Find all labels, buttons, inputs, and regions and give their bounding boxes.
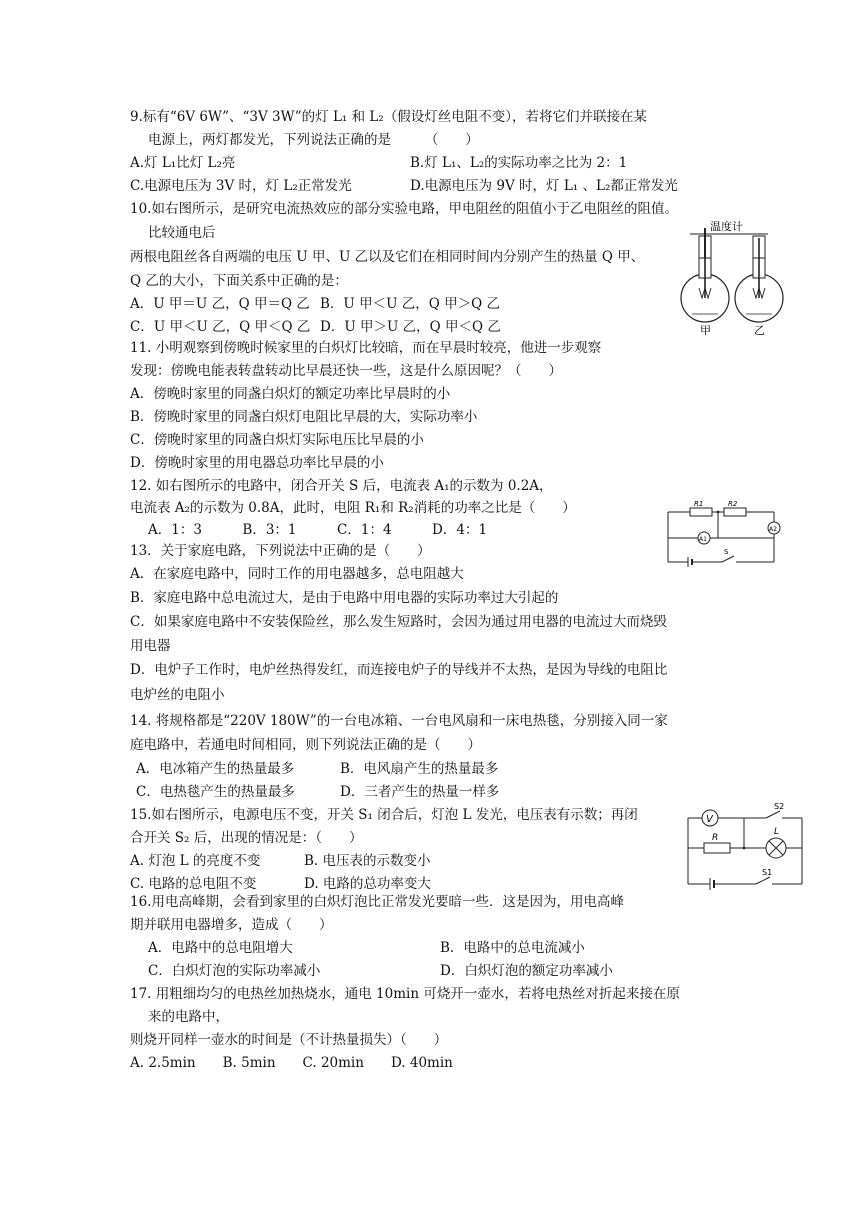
s1-label: S1 (762, 868, 773, 877)
flask-label-left: 甲 (700, 324, 711, 336)
q9-stem-line1: 9.标有“6V 6W”、“3V 3W”的灯 L₁ 和 L₂（假设灯丝电阻不变），若将它们并联接在某 (130, 109, 648, 125)
q10-flasks-figure (668, 218, 798, 336)
q16-stem-line2: 期并联用电器增多，造成（ ） (130, 917, 333, 933)
q13-option-c-line1: C．如果家庭电路中不安装保险丝，那么发生短路时，会因为通过用电器的电流过大而烧毁 (130, 614, 667, 630)
resistor-label: R (712, 833, 719, 843)
q10-stem-line4: Q 乙的大小，下面关系中正确的是： (130, 273, 348, 289)
s2-label: S2 (774, 802, 785, 811)
q10-option-c: C．U 甲＜U 乙，Q 甲＜Q 乙 (130, 319, 311, 335)
switch-label: S (724, 548, 729, 556)
q11-stem-line1: 11. 小明观察到傍晚时候家里的白炽灯比较暗，而在早晨时较亮，他进一步观察 (130, 340, 602, 356)
q9-option-d: D.电源电压为 9V 时，灯 L₁ 、L₂都正常发光 (410, 178, 678, 194)
q14-stem-line2: 庭电路中，若通电时间相同，则下列说法正确的是（ ） (130, 737, 481, 753)
voltmeter-label: V (706, 814, 713, 825)
q13-option-d-line2: 电炉丝的电阻小 (130, 687, 225, 703)
q17-stem-line3: 则烧开同样一壶水的时间是（不计热量损失）（ ） (130, 1032, 448, 1048)
q14-option-b: B．电风扇产生的热量最多 (340, 761, 499, 777)
q12-stem-line1: 12. 如右图所示的电路中，闭合开关 S 后，电流表 A₁的示数为 0.2A， (130, 478, 553, 494)
r2-label: R2 (728, 500, 738, 508)
q15-option-a: A. 灯泡 L 的亮度不变 (130, 853, 261, 869)
q13-option-b: B．家庭电路中总电流过大，是由于电路中用电器的实际功率过大引起的 (130, 590, 559, 606)
q11-option-b: B．傍晚时家里的同盏白炽灯电阻比早晨的大，实际功率小 (130, 409, 478, 425)
q15-option-b: B. 电压表的示数变小 (304, 853, 431, 869)
r1-label: R1 (694, 500, 704, 508)
q10-option-b: B．U 甲＜U 乙，Q 甲＞Q 乙 (320, 296, 500, 312)
q11-option-a: A．傍晚时家里的同盏白炽灯的额定功率比早晨时的小 (130, 386, 451, 402)
q13-option-c-line2: 用电器 (130, 638, 171, 654)
a2-label: A2 (769, 526, 777, 533)
q15-stem-line2: 合开关 S₂ 后，出现的情况是：（ ） (130, 830, 363, 846)
q9-option-a: A.灯 L₁比灯 L₂亮 (130, 155, 236, 171)
q14-option-d: D．三者产生的热量一样多 (340, 784, 500, 800)
q15-stem-line1: 15.如右图所示，电源电压不变，开关 S₁ 闭合后，灯泡 L 发光，电压表有示数；再闭 (130, 807, 638, 823)
q10-stem-line2: 比较通电后 (148, 225, 216, 241)
q9-option-b: B.灯 L₁、L₂的实际功率之比为 2：1 (410, 155, 628, 171)
q15-option-c: C. 电路的总电阻不变 (130, 876, 257, 892)
q10-stem-line1: 10.如右图所示，是研究电流热效应的部分实验电路，甲电阻丝的阻值小于乙电阻丝的阻值。 (130, 201, 678, 217)
q11-option-d: D．傍晚时家里的用电器总功率比早晨的小 (130, 455, 384, 471)
flask-label-right: 乙 (754, 324, 765, 336)
q14-option-c: C．电热毯产生的热量最多 (136, 784, 295, 800)
q10-option-d: D．U 甲＞U 乙，Q 甲＜Q 乙 (320, 319, 501, 335)
q17-stem-line2: 来的电路中， (148, 1009, 229, 1025)
q15-option-d: D. 电路的总功率变大 (304, 876, 431, 892)
q16-option-b: B．电路中的总电流减小 (440, 940, 585, 956)
q13-stem: 13．关于家庭电路，下列说法中正确的是（ ） (130, 543, 431, 559)
q11-option-c: C．傍晚时家里的同盏白炽灯实际电压比早晨的小 (130, 432, 424, 448)
q9-option-c: C.电源电压为 3V 时，灯 L₂正常发光 (130, 178, 352, 194)
a1-label: A1 (699, 536, 707, 543)
q11-stem-line2: 发现：傍晚电能表转盘转动比早晨还快一些，这是什么原因呢？（ ） (130, 363, 562, 379)
q9-stem-line2: 电源上，两灯都发光，下列说法正确的是 （ ） (148, 132, 479, 148)
q16-option-c: C．白炽灯泡的实际功率减小 (148, 963, 321, 979)
q14-option-a: A．电冰箱产生的热量最多 (136, 761, 295, 777)
q15-circuit-figure (680, 800, 810, 892)
q16-option-a: A．电路中的总电阻增大 (148, 940, 293, 956)
q17-stem-line1: 17. 用粗细均匀的电热丝加热烧水，通电 10min 可烧开一壶水，若将电热丝对折起来接在原 (130, 986, 680, 1002)
thermometer-label: 温度计 (710, 220, 743, 233)
q17-options: A. 2.5min B. 5min C. 20min D. 40min (130, 1055, 453, 1071)
lamp-label: L (774, 827, 780, 837)
q16-stem-line1: 16.用电高峰期，会看到家里的白炽灯泡比正常发光要暗一些．这是因为，用电高峰 (130, 894, 624, 910)
q12-circuit-figure (660, 496, 788, 574)
q16-option-d: D．白炽灯泡的额定功率减小 (440, 963, 613, 979)
q13-option-d-line1: D．电炉子工作时，电炉丝热得发红，而连接电炉子的导线并不太热，是因为导线的电阻比 (130, 662, 668, 678)
q12-stem-line2: 电流表 A₂的示数为 0.8A，此时，电阻 R₁和 R₂消耗的功率之比是（ ） (130, 500, 576, 516)
q12-options: A．1：3 B．3：1 C．1：4 D．4：1 (148, 522, 488, 538)
q10-stem-line3: 两根电阻丝各自两端的电压 U 甲、U 乙以及它们在相同时间内分别产生的热量 Q 甲、 (130, 249, 645, 265)
q13-option-a: A．在家庭电路中，同时工作的用电器越多，总电阻越大 (130, 566, 464, 582)
q14-stem-line1: 14. 将规格都是“220V 180W”的一台电冰箱、一台电风扇和一床电热毯，分别接入同一家 (130, 713, 668, 729)
q10-option-a: A．U 甲＝U 乙，Q 甲＝Q 乙 (130, 296, 310, 312)
